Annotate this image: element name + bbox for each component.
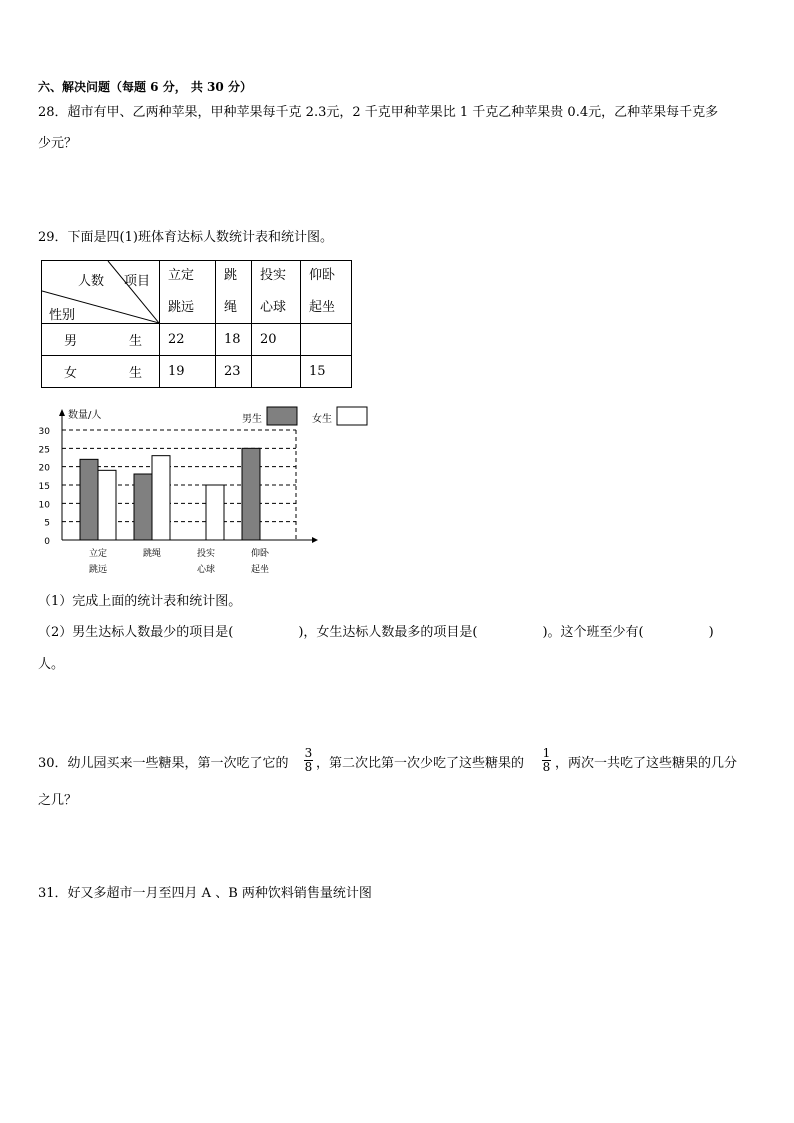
bar-girls [206,485,224,540]
y-tick-label: 15 [38,482,50,492]
legend-label: 女生 [312,414,332,425]
cell-boys-long-jump: 22 [160,324,216,356]
table-corner-cell [42,261,160,324]
y-tick-label: 30 [38,427,50,437]
cell-boys-situps[interactable] [301,324,352,356]
bar-girls [152,456,170,540]
cell-girls-long-jump: 19 [160,356,216,388]
fraction-1-8: 1 8 [542,746,551,774]
row-label-girls: 女 生 [42,356,160,388]
x-tick-label: 跳远 [88,565,108,575]
x-tick-label: 起坐 [250,565,270,575]
legend-label: 男生 [242,414,262,425]
cell-boys-rope: 18 [216,324,252,356]
q30-line2: 之几？ [38,793,78,808]
bar-boys [242,448,260,540]
x-tick-label: 跳绳 [142,549,162,559]
q31-intro: 31．好又多超市一月至四月 A 、B 两种饮料销售量统计图 [38,886,372,901]
col-header: 跳 绳 [216,261,252,324]
cell-girls-rope: 23 [216,356,252,388]
row-label-boys: 男 生 [42,324,160,356]
bar-boys [80,459,98,540]
cell-girls-ball[interactable] [252,356,301,388]
q28-line1: 28．超市有甲、乙两种苹果，甲种苹果每千克 2.3元，2 千克甲种苹果比 1 千克乙种苹果贵 0.4元，乙种苹果每千克多 [38,105,719,120]
bar-chart [28,398,388,583]
table-header-row [42,261,352,324]
header-item: 项目 [124,274,151,289]
q29-intro: 29．下面是四(1)班体育达标人数统计表和统计图。 [38,230,333,245]
header-people: 人数 [78,274,105,289]
header-gender: 性别 [49,308,76,323]
section-title: 六、解决问题（每题 6 分， 共 30 分） [38,80,252,94]
table-row [42,324,352,356]
legend-swatch [267,407,297,425]
col-header: 仰卧 起坐 [301,261,352,324]
stats-table [41,260,352,388]
y-tick-label: 5 [44,518,50,529]
y-tick-label: 10 [38,500,50,511]
q30-part1: 30．幼儿园买来一些糖果，第一次吃了它的 [38,756,289,771]
y-tick-label: 20 [38,463,50,474]
y-axis-label: 数量/人 [68,410,102,421]
legend-swatch [337,407,367,425]
y-tick-label: 25 [38,445,50,456]
fraction-3-8: 3 8 [304,746,313,774]
y-axis-arrow [59,409,65,416]
bar-girls [98,470,116,540]
cell-girls-situps: 15 [301,356,352,388]
x-tick-label: 立定 [88,549,108,559]
q30-part2: ，第二次比第一次少吃了这些糖果的 [316,756,525,771]
q28-line2: 少元？ [38,136,78,151]
q29-sub2-line1: （2）男生达标人数最少的项目是( )，女生达标人数最多的项目是( )。这个班至少有( ) [38,625,714,640]
x-tick-label: 投实 [196,549,216,559]
q29-sub1: （1）完成上面的统计表和统计图。 [38,594,242,609]
y-tick-label: 0 [44,537,50,547]
bar-boys [134,474,152,540]
x-tick-label: 仰卧 [250,549,270,559]
x-tick-label: 心球 [196,565,216,575]
q30-part3: ，两次一共吃了这些糖果的几分 [555,756,738,771]
table-row [42,356,352,388]
col-header: 立定 跳远 [160,261,216,324]
q29-sub2-line2: 人。 [38,657,65,672]
col-header: 投实 心球 [252,261,301,324]
x-axis-arrow [312,537,318,543]
cell-boys-ball: 20 [252,324,301,356]
